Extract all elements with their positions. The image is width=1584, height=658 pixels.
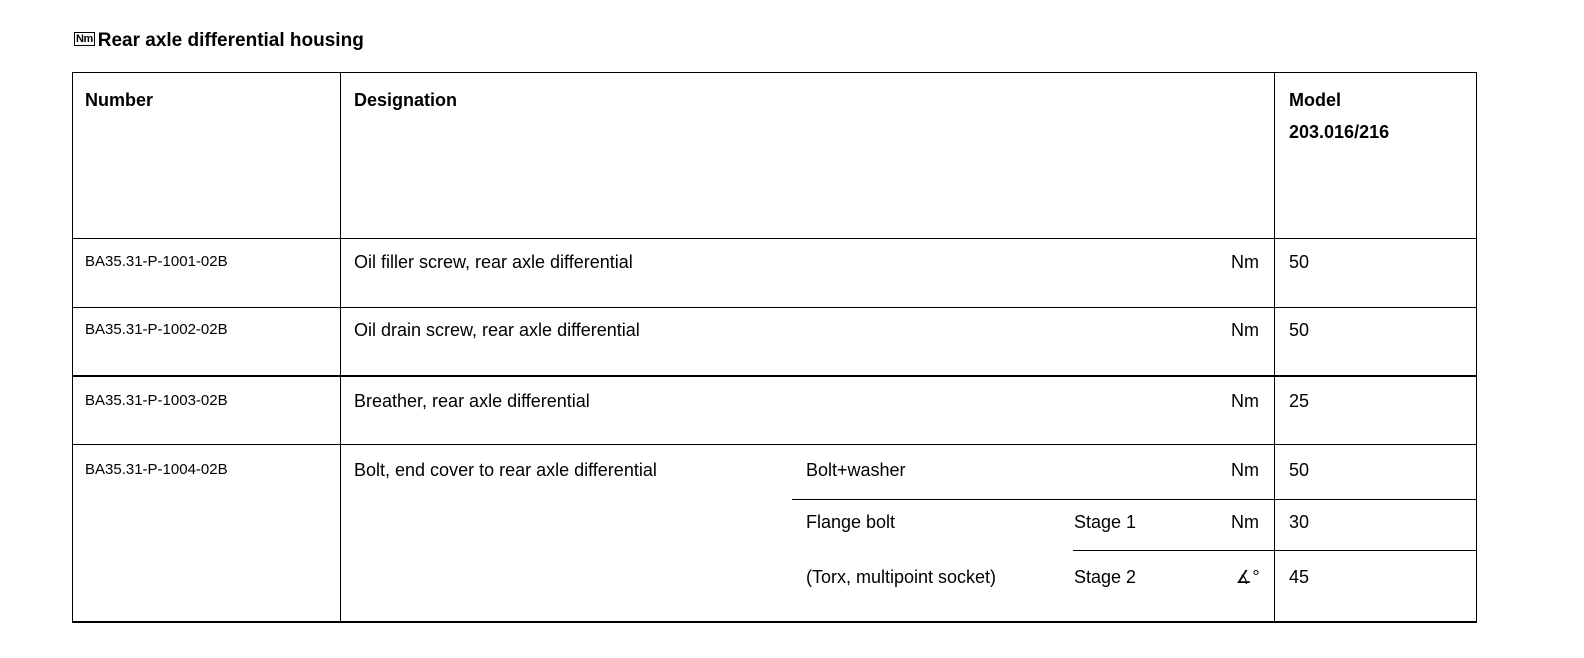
row-number: BA35.31-P-1003-02B (85, 392, 228, 409)
row-divider (73, 444, 1476, 445)
subrow-unit: Nm (1231, 460, 1259, 480)
angle-icon: ∡° (1235, 567, 1259, 587)
row-divider (73, 375, 1476, 377)
section-title (74, 30, 364, 52)
row-value: 50 (1289, 320, 1310, 340)
header-number: Number (85, 90, 154, 110)
row-unit: Nm (1231, 252, 1259, 272)
subrow-item: Bolt+washer (806, 460, 906, 480)
subrow-item: (Torx, multipoint socket) (806, 567, 997, 587)
row-divider (73, 238, 1476, 239)
torque-spec-table (72, 72, 1477, 623)
row-unit: Nm (1231, 391, 1259, 411)
subrow-divider (1073, 550, 1476, 551)
row-designation: Oil drain screw, rear axle differential (354, 320, 640, 340)
row-value: 50 (1289, 252, 1310, 272)
row-designation: Breather, rear axle differential (354, 391, 590, 411)
subrow-value: 50 (1289, 460, 1310, 480)
row-divider (73, 307, 1476, 308)
row-number: BA35.31-P-1001-02B (85, 253, 228, 270)
subrow-item: Flange bolt (806, 512, 896, 532)
subrow-value: 30 (1289, 512, 1310, 532)
row-unit: Nm (1231, 320, 1259, 340)
header-model-number: 203.016/216 (1289, 122, 1390, 142)
row-designation: Oil filler screw, rear axle differential (354, 252, 633, 272)
subrow-stage: Stage 1 (1074, 512, 1137, 532)
column-divider (340, 73, 341, 621)
row-number: BA35.31-P-1004-02B (85, 461, 228, 478)
subrow-value: 45 (1289, 567, 1310, 587)
subrow-unit: Nm (1231, 512, 1259, 532)
subrow-divider (792, 499, 1476, 500)
torque-nm-icon: Nm (76, 33, 93, 45)
header-designation: Designation (354, 90, 458, 110)
column-divider (1274, 73, 1275, 621)
page-title: Rear axle differential housing (97, 30, 364, 51)
row-number: BA35.31-P-1002-02B (85, 321, 228, 338)
row-designation: Bolt, end cover to rear axle differential (354, 460, 657, 480)
row-value: 25 (1289, 391, 1310, 411)
header-model: Model (1289, 90, 1341, 110)
subrow-stage: Stage 2 (1074, 567, 1137, 587)
